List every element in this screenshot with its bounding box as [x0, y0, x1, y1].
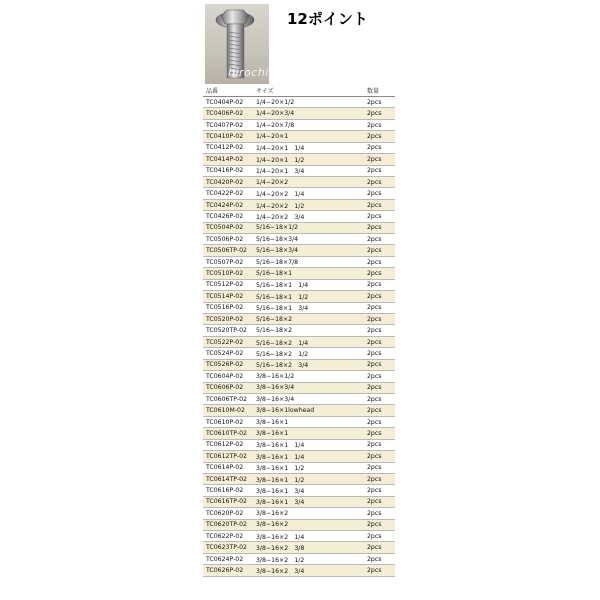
cell-part-number: TC0522P-02	[206, 338, 244, 346]
cell-quantity: 2pcs	[367, 567, 382, 574]
table-row	[203, 360, 395, 371]
cell-size: 3/8−16×1 1/2	[256, 465, 305, 473]
cell-part-number: TC0406P-02	[206, 110, 244, 118]
cell-quantity: 2pcs	[367, 452, 382, 460]
cell-size: 5/16−18×2	[256, 327, 293, 335]
cell-part-number: TC0622P-02	[206, 532, 244, 540]
cell-part-number: TC0616TP-02	[206, 498, 247, 506]
cell-size: 3/8−16×2	[256, 509, 289, 517]
table-row	[203, 120, 395, 131]
cell-quantity: 2pcs	[367, 395, 382, 403]
cell-quantity: 2pcs	[367, 121, 382, 129]
cell-part-number: TC0624P-02	[206, 555, 244, 563]
cell-quantity: 2pcs	[367, 509, 382, 517]
cell-quantity: 2pcs	[367, 292, 382, 300]
cell-size: 3/8−16×2	[256, 521, 289, 529]
cell-size: 1/4−20×2 1/4	[256, 191, 305, 199]
cell-size: 3/8−16×3/4	[256, 395, 295, 403]
cell-quantity: 2pcs	[367, 429, 382, 437]
cell-size: 5/16−18×2	[256, 315, 293, 323]
cell-quantity: 2pcs	[367, 155, 382, 163]
cell-size: 3/8−16×1 1/4	[256, 442, 305, 450]
cell-quantity: 2pcs	[367, 167, 382, 175]
cell-quantity: 2pcs	[367, 110, 382, 118]
cell-quantity: 2pcs	[367, 521, 382, 529]
table-row	[203, 348, 395, 359]
table-row	[203, 143, 395, 154]
table-row	[203, 554, 395, 565]
table-row	[203, 291, 395, 302]
cell-quantity: 2pcs	[367, 418, 382, 426]
table-row	[203, 303, 395, 314]
table-body	[203, 97, 395, 577]
table-header	[203, 84, 395, 97]
cell-quantity: 2pcs	[367, 235, 382, 243]
cell-part-number: TC0620P-02	[206, 509, 244, 517]
cell-part-number: TC0623TP-02	[206, 544, 247, 552]
cell-quantity: 2pcs	[367, 441, 382, 449]
cell-quantity: 2pcs	[367, 361, 382, 369]
table-row	[203, 97, 395, 108]
cell-part-number: TC0404P-02	[206, 98, 244, 106]
cell-size: 3/8−16×1lowhead	[256, 407, 315, 415]
cell-part-number: TC0520TP-02	[206, 327, 247, 335]
cell-size: 5/16−18×3/4	[256, 235, 299, 243]
cell-quantity: 2pcs	[367, 132, 382, 140]
cell-part-number: TC0420P-02	[206, 178, 244, 186]
table-row	[203, 508, 395, 519]
cell-part-number: TC0507P-02	[206, 258, 244, 266]
cell-part-number: TC0424P-02	[206, 201, 244, 209]
cell-size: 3/8−16×1	[256, 418, 289, 426]
cell-part-number: TC0620TP-02	[206, 521, 247, 529]
cell-size: 1/4−20×3/4	[256, 110, 295, 118]
cell-quantity: 2pcs	[367, 464, 382, 472]
parts-table	[203, 84, 395, 577]
cell-size: 3/8−16×1 3/4	[256, 488, 305, 496]
cell-part-number: TC0616P-02	[206, 487, 244, 495]
cell-part-number: TC0516P-02	[206, 304, 244, 312]
cell-part-number: TC0512P-02	[206, 281, 244, 289]
cell-part-number: TC0416P-02	[206, 167, 244, 175]
cell-part-number: TC0504P-02	[206, 224, 244, 232]
cell-size: 3/8−16×1 1/2	[256, 476, 305, 484]
cell-part-number: TC0506TP-02	[206, 247, 247, 255]
cell-part-number: TC0414P-02	[206, 155, 244, 163]
cell-size: 3/8−16×2 1/2	[256, 556, 305, 564]
cell-part-number: TC0422P-02	[206, 190, 244, 198]
table-row	[203, 200, 395, 211]
table-row	[203, 245, 395, 256]
cell-part-number: TC0610TP-02	[206, 429, 247, 437]
cell-part-number: TC0614TP-02	[206, 475, 247, 483]
cell-size: 3/8−16×1/2	[256, 372, 295, 380]
cell-size: 1/4−20×7/8	[256, 121, 295, 129]
table-row	[203, 108, 395, 119]
cell-quantity: 2pcs	[367, 349, 382, 357]
cell-part-number: TC0604P-02	[206, 372, 244, 380]
cell-quantity: 2pcs	[367, 247, 382, 255]
cell-part-number: TC0524P-02	[206, 349, 244, 357]
cell-quantity: 2pcs	[367, 384, 382, 392]
table-row	[203, 428, 395, 439]
cell-quantity: 2pcs	[367, 212, 382, 220]
cell-part-number: TC0510P-02	[206, 270, 244, 278]
page-title: 12ポイント	[287, 10, 368, 28]
cell-quantity: 2pcs	[367, 475, 382, 483]
cell-size: 5/16−18×2 1/4	[256, 339, 309, 347]
cell-quantity: 2pcs	[367, 544, 382, 552]
cell-size: 1/4−20×2 3/4	[256, 213, 305, 221]
cell-size: 1/4−20×1	[256, 132, 289, 140]
cell-quantity: 2pcs	[367, 270, 382, 278]
cell-part-number: TC0606P-02	[206, 384, 244, 392]
cell-part-number: TC0614P-02	[206, 464, 244, 472]
cell-quantity: 2pcs	[367, 532, 382, 540]
watermark: hirochi	[228, 66, 269, 79]
cell-part-number: TC0526P-02	[206, 361, 244, 369]
cell-size: 3/8−16×2 1/4	[256, 533, 305, 541]
cell-part-number: TC0610P-02	[206, 418, 244, 426]
cell-size: 3/8−16×1 3/4	[256, 499, 305, 507]
table-row	[203, 497, 395, 508]
table-row	[203, 280, 395, 291]
cell-part-number: TC0407P-02	[206, 121, 244, 129]
cell-part-number: TC0612P-02	[206, 441, 244, 449]
cell-part-number: TC0626P-02	[206, 567, 244, 574]
cell-size: 1/4−20×1 1/2	[256, 156, 305, 164]
cell-quantity: 2pcs	[367, 190, 382, 198]
table-row	[203, 485, 395, 496]
cell-part-number: TC0514P-02	[206, 292, 244, 300]
cell-quantity: 2pcs	[367, 327, 382, 335]
table-row	[203, 440, 395, 451]
table-row	[203, 166, 395, 177]
cell-size: 5/16−18×1 1/4	[256, 282, 309, 290]
cell-size: 3/8−16×1 1/4	[256, 453, 305, 461]
cell-size: 5/16−18×1 3/4	[256, 305, 309, 313]
cell-quantity: 2pcs	[367, 372, 382, 380]
cell-quantity: 2pcs	[367, 178, 382, 186]
table-row	[203, 257, 395, 268]
cell-part-number: TC0606TP-02	[206, 395, 247, 403]
cell-quantity: 2pcs	[367, 315, 382, 323]
cell-size: 1/4−20×2 1/2	[256, 202, 305, 210]
cell-size: 5/16−18×1	[256, 270, 293, 278]
cell-size: 5/16−18×7/8	[256, 258, 299, 266]
cell-part-number: TC0506P-02	[206, 235, 244, 243]
table-row	[203, 463, 395, 474]
cell-size: 3/8−16×1	[256, 429, 289, 437]
table-row	[203, 531, 395, 542]
table-row	[203, 177, 395, 188]
cell-part-number: TC0612TP-02	[206, 452, 247, 460]
table-row	[203, 131, 395, 142]
table-row	[203, 325, 395, 336]
header-quantity: 数量	[367, 88, 380, 95]
table-row	[203, 188, 395, 199]
table-row	[203, 383, 395, 394]
table-row	[203, 394, 395, 405]
cell-quantity: 2pcs	[367, 224, 382, 232]
cell-size: 5/16−18×1/2	[256, 224, 299, 232]
table-row	[203, 474, 395, 485]
cell-size: 5/16−18×3/4	[256, 247, 299, 255]
cell-quantity: 2pcs	[367, 407, 382, 415]
table-row	[203, 337, 395, 348]
header-part-number: 品番	[206, 88, 219, 95]
cell-size: 3/8−16×3/4	[256, 384, 295, 392]
table-row	[203, 520, 395, 531]
table-row	[203, 405, 395, 416]
table-row	[203, 542, 395, 553]
table-row	[203, 154, 395, 165]
cell-size: 1/4−20×1/2	[256, 98, 295, 106]
cell-quantity: 2pcs	[367, 98, 382, 106]
cell-quantity: 2pcs	[367, 338, 382, 346]
cell-size: 1/4−20×1 3/4	[256, 168, 305, 176]
table-row	[203, 223, 395, 234]
cell-quantity: 2pcs	[367, 144, 382, 152]
cell-quantity: 2pcs	[367, 258, 382, 266]
cell-part-number: TC0412P-02	[206, 144, 244, 152]
cell-quantity: 2pcs	[367, 487, 382, 495]
cell-size: 3/8−16×2 3/4	[256, 568, 305, 575]
cell-size: 5/16−18×2 3/4	[256, 362, 309, 370]
cell-size: 1/4−20×2	[256, 178, 289, 186]
cell-part-number: TC0610M-02	[206, 407, 245, 415]
table-row	[203, 371, 395, 382]
table-row	[203, 314, 395, 325]
table-row	[203, 451, 395, 462]
cell-size: 3/8−16×2 3/8	[256, 545, 305, 553]
table-row	[203, 211, 395, 222]
table-row	[203, 268, 395, 279]
cell-quantity: 2pcs	[367, 304, 382, 312]
cell-size: 1/4−20×1 1/4	[256, 145, 305, 153]
cell-quantity: 2pcs	[367, 281, 382, 289]
cell-size: 5/16−18×1 1/2	[256, 293, 309, 301]
cell-quantity: 2pcs	[367, 498, 382, 506]
cell-part-number: TC0426P-02	[206, 212, 244, 220]
cell-part-number: TC0520P-02	[206, 315, 244, 323]
cell-part-number: TC0410P-02	[206, 132, 244, 140]
cell-quantity: 2pcs	[367, 201, 382, 209]
header-size: サイズ	[256, 88, 274, 95]
table-row	[203, 565, 395, 576]
cell-quantity: 2pcs	[367, 555, 382, 563]
table-row	[203, 234, 395, 245]
cell-size: 5/16−18×2 1/2	[256, 350, 309, 358]
table-row	[203, 417, 395, 428]
